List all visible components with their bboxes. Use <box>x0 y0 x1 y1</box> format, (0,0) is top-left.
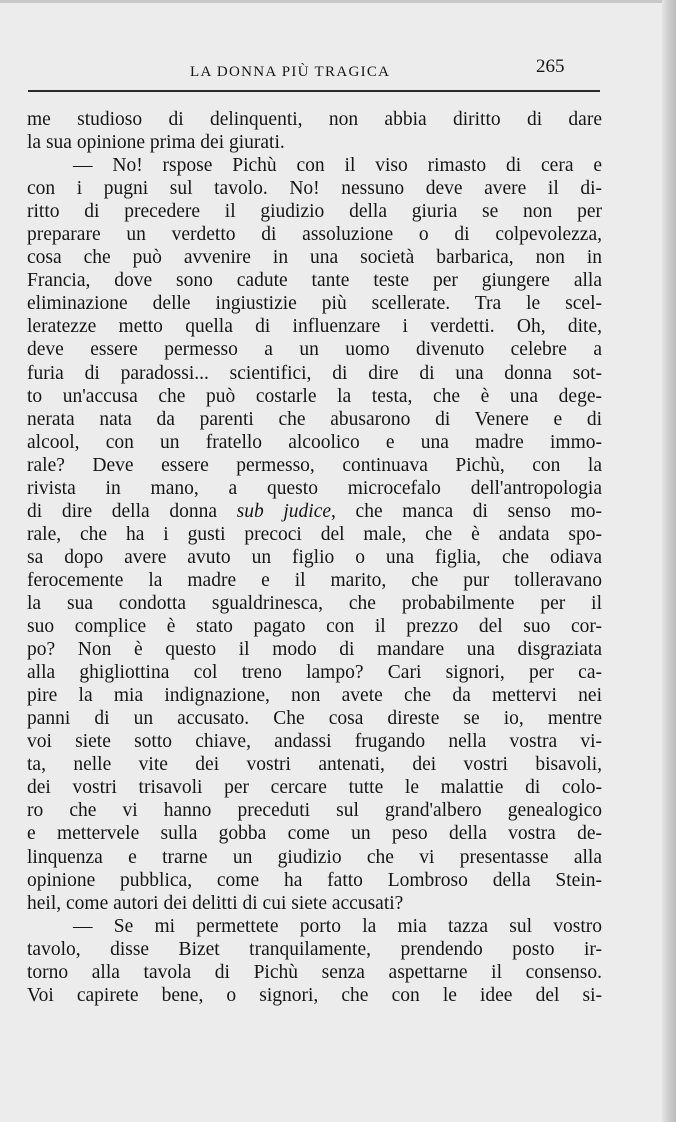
text-line: la sua condotta sgualdrinesca, che probabilmente per il <box>27 592 602 614</box>
text-line: leratezze metto quella di influenzare i verdetti. Oh, dite, <box>27 316 602 338</box>
text-line: po? Non è questo il modo di mandare una disgraziata <box>27 639 602 661</box>
text-line: la sua opinione prima dei giurati. <box>27 132 285 154</box>
text-line: — Se mi permettete porto la mia tazza sul vostro <box>73 915 602 937</box>
text-line: to un'accusa che può costarle la testa, che è una dege- <box>27 385 602 407</box>
page-top-edge <box>0 0 676 3</box>
text-line: di dire della donna sub judice, che manca di senso mo- <box>27 500 603 522</box>
text-line: dei vostri trisavoli per cercare tutte le malattie di colo- <box>27 777 602 799</box>
text-line: ferocemente la madre e il marito, che pur tolleravano <box>27 569 602 591</box>
text-line: rale, che ha i gusti precoci del male, che è andata spo- <box>27 523 602 545</box>
text-line: rale? Deve essere permesso, continuava Pichù, con la <box>27 454 602 476</box>
text-line: cosa che può avvenire in una società barbarica, non in <box>27 247 602 269</box>
text-line: linquenza e trarne un giudizio che vi presentasse alla <box>27 846 602 868</box>
running-head: LA DONNA PIÙ TRAGICA <box>190 64 391 80</box>
text-line: ta, nelle vite dei vostri antenati, dei vostri bisavoli, <box>27 754 602 776</box>
page-binding-edge <box>662 0 676 1122</box>
text-line: Francia, dove sono cadute tante teste per giungere alla <box>27 270 602 292</box>
text-line: preparare un verdetto di assoluzione o di colpevolezza, <box>27 224 602 246</box>
text-line: tavolo, disse Bizet tranquilamente, prendendo posto ir- <box>27 938 602 960</box>
text-line: furia di paradossi... scientifici, di dire di una donna sot- <box>27 362 602 384</box>
header-rule <box>28 90 600 92</box>
page-number: 265 <box>536 56 565 77</box>
text-line: opinione pubblica, come ha fatto Lombroso della Stein- <box>27 869 602 891</box>
text-line: pire la mia indignazione, non avete che da mettervi nei <box>27 685 602 707</box>
text-line: rivista in mano, a questo microcefalo dell'antropologia <box>27 477 602 499</box>
text-line: e mettervele sulla gobba come un peso della vostra de- <box>27 823 602 845</box>
text-line: alcool, con un fratello alcoolico e una madre immo- <box>27 431 602 453</box>
text-line: sa dopo avere avuto un figlio o una figlia, che odiava <box>27 546 602 568</box>
text-line: Voi capirete bene, o signori, che con le idee del si- <box>27 984 602 1006</box>
italic-term: sub judice <box>236 500 332 522</box>
text-line: ro che vi hanno preceduti sul grand'albero genealogico <box>27 800 602 822</box>
text-line: con i pugni sul tavolo. No! nessuno deve avere il di- <box>27 178 602 200</box>
text-line: — No! rspose Pichù con il viso rimasto di cera e <box>73 155 602 177</box>
text-line: nerata nata da parenti che abusarono di Venere e di <box>27 408 602 430</box>
text-line: heil, come autori dei delitti di cui siete accusati? <box>27 892 404 914</box>
text-line: deve essere permesso a un uomo divenuto celebre a <box>27 339 602 361</box>
text-line: ritto di precedere il giudizio della giuria se non per <box>27 201 602 223</box>
text-line: alla ghigliottina col treno lampo? Cari signori, per ca- <box>27 662 602 684</box>
text-line: panni di un accusato. Che cosa direste se io, mentre <box>27 708 602 730</box>
text-line: voi siete sotto chiave, andassi frugando nella vostra vi- <box>27 731 602 753</box>
text-line: torno alla tavola di Pichù senza aspettarne il consenso. <box>27 961 602 983</box>
body-text <box>27 108 602 1007</box>
text-line: me studioso di delinquenti, non abbia diritto di dare <box>27 109 602 130</box>
text-line: suo complice è stato pagato con il prezzo del suo cor- <box>27 616 602 638</box>
text-line: eliminazione delle ingiustizie più scellerate. Tra le scel- <box>27 293 602 315</box>
